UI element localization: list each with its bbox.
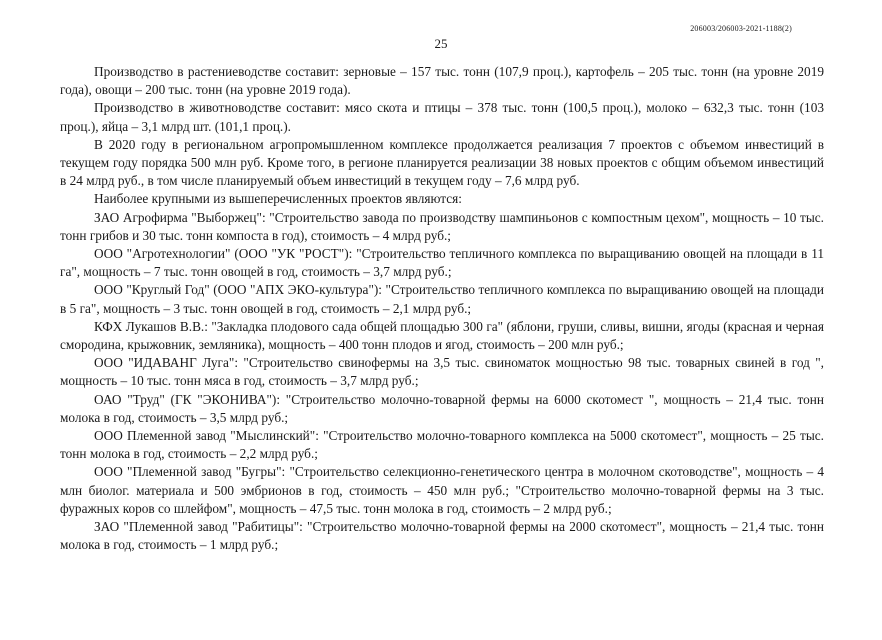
paragraph-project-lukashov: КФХ Лукашов В.В.: "Закладка плодового сада общей площадью 300 га" (яблони, груши, сливы, вишни, ягоды (красная и черная смородина, крыжовник, земляника), мощность – 400 тонн плодов и ягод, стоимость – 200 млн руб.;: [60, 318, 824, 353]
document-id: 206003/206003-2021-1188(2): [690, 24, 792, 33]
paragraph-project-rabititsy: ЗАО "Племенной завод "Рабитицы": "Строительство молочно-товарной фермы на 2000 скотомест", мощность – 21,4 тыс. тонн молока в год, стоимость – 1 млрд руб.;: [60, 519, 824, 553]
paragraph-largest-projects-intro: Наиболее крупными из вышеперечисленных проектов являются:: [94, 191, 462, 207]
page-number: 25: [434, 36, 448, 51]
paragraph-investment-projects: В 2020 году в региональном агропромышленном комплексе продолжается реализация 7 проектов с объемом инвестиций в текущем году порядка 500 млн руб. Кроме того, в регионе планируется реализации 38 новых проектов с общим объемом инвестиций в 24 млрд руб., в том числе планируемый объем инвестиций в текущем году – 7,6 млрд руб.: [60, 136, 824, 189]
paragraph-project-vyborzhets: ЗАО Агрофирма "Выборжец": "Строительство завода по производству шампиньонов с компостным цехом", мощность – 10 тыс. тонн грибов и 30 тыс. тонн компоста в год), стоимость – 4 млрд руб.;: [60, 209, 824, 243]
paragraph-crop-production: Производство в растениеводстве составит: зерновые – 157 тыс. тонн (107,9 проц.), картофель – 205 тыс. тонн (на уровне 2019 года), овощи – 200 тыс. тонн (на уровне 2019 года).: [60, 64, 824, 98]
paragraph-project-idavang: ООО "ИДАВАНГ Луга": "Строительство свинофермы на 3,5 тыс. свиноматок мощностью 98 тыс. товарных свиней в год ", мощность – 10 тыс. тонн мяса в год, стоимость – 3,7 млрд руб.;: [60, 355, 824, 389]
paragraph-livestock-production: Производство в животноводстве составит: мясо скота и птицы – 378 тыс. тонн (100,5 проц.), молоко – 632,3 тыс. тонн (103 проц.), яйца – 3,1 млрд шт. (101,1 проц.).: [60, 100, 824, 134]
paragraph-project-krugly-god: ООО "Круглый Год" (ООО "АПХ ЭКО-культура"): "Строительство тепличного комплекса по выращиванию овощей на площади в 5 га", мощность – 3 тыс. тонн овощей в год, стоимость – 2,1 млрд руб.;: [60, 282, 824, 316]
document-body: [60, 63, 824, 554]
paragraph-project-myslinsky: ООО Племенной завод "Мыслинский": "Строительство молочно-товарного комплекса на 5000 скотомест", мощность – 25 тыс. тонн молока в год, стоимость – 2,2 млрд руб.;: [60, 428, 824, 462]
paragraph-project-trud: ОАО "Труд" (ГК "ЭКОНИВА"): "Строительство молочно-товарной фермы на 6000 скотомест ", мощность – 21,4 тыс. тонн молока в год, стоимость – 3,5 млрд руб.;: [60, 391, 824, 425]
paragraph-project-agrotekhnologii: ООО "Агротехнологии" (ООО "УК "РОСТ"): "Строительство тепличного комплекса по выращиванию овощей на площади в 11 га", мощность – 7 тыс. тонн овощей в год, стоимость – 3,7 млрд руб.;: [60, 246, 824, 280]
paragraph-project-bugry: ООО "Племенной завод "Бугры": "Строительство селекционно-генетического центра в молочном скотоводстве", мощность – 4 млн биолог. материала и 500 эмбрионов в год, стоимость – 450 млн руб.; "Строительство молочно-товарной фермы на 3 тыс. фуражных коров со шлейфом", мощность – 47,5 тыс. тонн молока в год, стоимость – 2 млрд руб.;: [60, 464, 824, 516]
